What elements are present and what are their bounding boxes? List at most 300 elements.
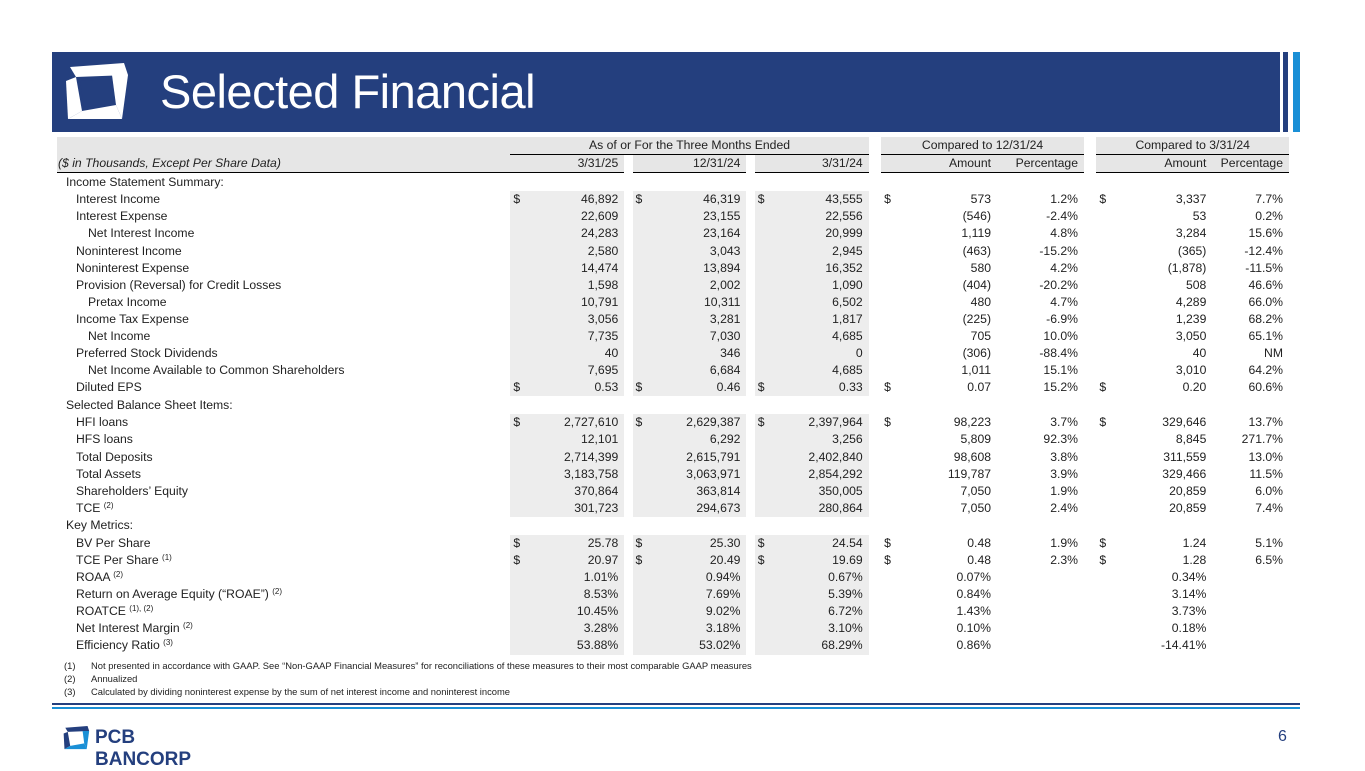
row-label-text: Noninterest Income xyxy=(76,243,182,258)
value-cell: 301,723 xyxy=(527,500,624,517)
gap-cell xyxy=(869,137,881,155)
dollar-sign xyxy=(633,586,650,603)
row-label xyxy=(57,414,510,431)
gap-cell xyxy=(869,483,881,500)
dollar-sign xyxy=(755,328,772,345)
gap-cell xyxy=(746,620,754,637)
gap-cell xyxy=(1084,260,1096,277)
dollar-sign: $ xyxy=(884,415,891,430)
value-cell: 10,311 xyxy=(649,294,746,311)
value-cell: 480 xyxy=(970,294,992,309)
gap-cell xyxy=(869,414,881,431)
dollar-sign xyxy=(1096,362,1113,379)
dollar-sign xyxy=(633,294,650,311)
table-row xyxy=(57,620,1289,637)
value-cell: 5.39% xyxy=(771,586,868,603)
gap-cell xyxy=(746,603,754,620)
value-cell: 3.73% xyxy=(1171,604,1207,619)
gap-cell xyxy=(746,414,754,431)
dollar-sign xyxy=(510,294,527,311)
dollar-sign xyxy=(633,603,650,620)
table-row xyxy=(57,483,1289,500)
dollar-sign xyxy=(1096,483,1113,500)
row-label-text: Shareholders’ Equity xyxy=(76,483,189,498)
dollar-sign xyxy=(1096,277,1113,294)
value-cell: 0.07% xyxy=(956,570,992,585)
dollar-sign xyxy=(755,362,772,379)
table-row xyxy=(57,260,1289,277)
dollar-sign xyxy=(510,362,527,379)
dollar-sign xyxy=(633,345,650,362)
dollar-sign xyxy=(755,637,772,654)
gap-cell xyxy=(624,431,632,448)
dollar-sign xyxy=(510,431,527,448)
dollar-sign xyxy=(755,620,772,637)
gap-cell xyxy=(624,500,632,517)
accent-bar-blue xyxy=(1293,52,1300,132)
table-row xyxy=(57,431,1289,448)
row-label xyxy=(57,345,510,362)
gap-cell xyxy=(1084,225,1096,242)
percent-cell: 60.6% xyxy=(1248,380,1283,395)
dollar-sign: $ xyxy=(633,535,650,552)
value-cell: 0.33 xyxy=(771,379,868,396)
dollar-sign xyxy=(755,225,772,242)
dollar-sign xyxy=(881,637,898,654)
footnotes xyxy=(64,659,752,699)
dollar-sign xyxy=(1096,242,1113,259)
footnote-text: Annualized xyxy=(91,673,138,685)
table-row xyxy=(57,586,1289,603)
value-cell: 2,945 xyxy=(771,242,868,259)
row-label-text: ROATCE xyxy=(76,604,126,619)
dollar-sign xyxy=(510,328,527,345)
table-row xyxy=(57,362,1289,379)
value-cell: 7,735 xyxy=(527,328,624,345)
dollar-sign xyxy=(755,260,772,277)
dollar-sign xyxy=(510,311,527,328)
value-cell: 1.28 xyxy=(1182,553,1207,568)
dollar-sign xyxy=(881,500,898,517)
gap-cell xyxy=(746,500,754,517)
percent-cell xyxy=(997,586,1084,603)
dollar-sign xyxy=(633,362,650,379)
gap-cell xyxy=(624,569,632,586)
value-cell: 3.28% xyxy=(527,620,624,637)
table-row xyxy=(57,277,1289,294)
percent-cell: 11.5% xyxy=(1249,466,1283,481)
gap-cell xyxy=(746,277,754,294)
gap-cell xyxy=(1084,569,1096,586)
table-row xyxy=(57,345,1289,362)
percent-cell: 6.5% xyxy=(1255,553,1283,568)
percent-cell xyxy=(1212,620,1289,637)
row-label-text: Net Income xyxy=(88,328,151,343)
row-label xyxy=(57,586,510,603)
percent-cell xyxy=(1212,603,1289,620)
table-row xyxy=(57,379,1289,396)
row-label-text: Total Deposits xyxy=(76,449,153,464)
dollar-sign xyxy=(1096,637,1113,654)
dollar-sign: $ xyxy=(755,379,772,396)
table-row xyxy=(57,225,1289,242)
row-label xyxy=(57,362,510,379)
footnote-ref: (1) xyxy=(162,553,172,563)
value-cell: 294,673 xyxy=(649,500,746,517)
value-cell: 3.14% xyxy=(1171,587,1207,602)
dollar-sign xyxy=(755,277,772,294)
gap-cell xyxy=(624,535,632,552)
value-cell: 3,043 xyxy=(649,242,746,259)
dollar-sign xyxy=(633,260,650,277)
percent-cell: 2.4% xyxy=(1050,500,1078,515)
row-label xyxy=(57,535,510,552)
footnote xyxy=(64,672,752,685)
dollar-sign xyxy=(755,242,772,259)
value-cell: 3,050 xyxy=(1175,328,1207,343)
value-cell: 0.46 xyxy=(649,379,746,396)
row-label xyxy=(57,311,510,328)
row-label-text: HFS loans xyxy=(76,432,133,447)
gap-cell xyxy=(746,208,754,225)
percent-cell: 15.1% xyxy=(1043,363,1078,378)
group-header-blank xyxy=(57,137,510,155)
dollar-sign: $ xyxy=(884,192,891,207)
gap-cell xyxy=(624,242,632,259)
gap-cell xyxy=(869,552,881,569)
value-cell: 8.53% xyxy=(527,586,624,603)
gap-cell xyxy=(1084,535,1096,552)
value-cell: 24.54 xyxy=(771,535,868,552)
row-label-text: Pretax Income xyxy=(88,294,167,309)
value-cell: 7,050 xyxy=(960,500,992,515)
dollar-sign xyxy=(633,208,650,225)
percent-cell: 66.0% xyxy=(1248,294,1283,309)
dollar-sign: $ xyxy=(1099,553,1107,568)
value-cell: 0.67% xyxy=(771,569,868,586)
dollar-sign xyxy=(510,449,527,466)
dollar-sign xyxy=(755,294,772,311)
dollar-sign xyxy=(510,260,527,277)
value-cell: 0.86% xyxy=(956,638,992,653)
value-cell: 0.18% xyxy=(1171,621,1207,636)
dollar-sign xyxy=(633,431,650,448)
dollar-sign xyxy=(755,431,772,448)
percent-cell: -6.9% xyxy=(1046,311,1078,326)
value-cell: 20.49 xyxy=(649,552,746,569)
percent-cell: 1.9% xyxy=(1050,483,1078,498)
dollar-sign xyxy=(755,569,772,586)
dollar-sign xyxy=(633,483,650,500)
value-cell: 13,894 xyxy=(649,260,746,277)
gap-cell xyxy=(869,466,881,483)
row-label xyxy=(57,191,510,208)
gap-cell xyxy=(624,483,632,500)
value-cell: 2,615,791 xyxy=(649,449,746,466)
dollar-sign xyxy=(881,431,898,448)
dollar-sign: $ xyxy=(884,535,891,550)
gap-cell xyxy=(746,362,754,379)
value-cell: 350,005 xyxy=(771,483,868,500)
gap-cell xyxy=(869,260,881,277)
value-cell: 9.02% xyxy=(649,603,746,620)
dollar-sign xyxy=(881,328,898,345)
value-cell: 16,352 xyxy=(771,260,868,277)
dollar-sign xyxy=(1096,431,1113,448)
percent-cell xyxy=(1212,569,1289,586)
footnote-ref: (1), (2) xyxy=(129,604,154,614)
dollar-sign xyxy=(633,569,650,586)
gap-cell xyxy=(746,311,754,328)
gap-cell xyxy=(869,637,881,654)
gap-cell xyxy=(1084,328,1096,345)
percent-cell: 46.6% xyxy=(1248,277,1283,292)
value-cell: 2,727,610 xyxy=(527,414,624,431)
value-cell: 2,002 xyxy=(649,277,746,294)
row-label xyxy=(57,637,510,654)
value-cell: (1,878) xyxy=(1167,260,1207,275)
section-title: Income Statement Summary: xyxy=(66,174,224,189)
dollar-sign xyxy=(755,345,772,362)
row-label xyxy=(57,449,510,466)
gap-cell xyxy=(1084,277,1096,294)
col-header: Amount xyxy=(881,155,997,173)
gap-cell xyxy=(746,466,754,483)
dollar-sign xyxy=(755,500,772,517)
dollar-sign: $ xyxy=(884,380,891,395)
gap-cell xyxy=(1084,208,1096,225)
footnote-ref: (2) xyxy=(272,587,282,597)
dollar-sign xyxy=(755,603,772,620)
table-row xyxy=(57,449,1289,466)
gap-cell xyxy=(746,328,754,345)
gap-cell xyxy=(1084,345,1096,362)
percent-cell: 7.7% xyxy=(1255,192,1283,207)
value-cell: 46,319 xyxy=(649,191,746,208)
row-label-text: Return on Average Equity (“ROAE”) xyxy=(76,587,269,602)
gap-cell xyxy=(624,603,632,620)
row-label-text: Interest Expense xyxy=(76,209,168,224)
value-cell: 1,598 xyxy=(527,277,624,294)
value-cell: (306) xyxy=(962,346,992,361)
dollar-sign: $ xyxy=(1099,535,1107,550)
row-label xyxy=(57,260,510,277)
value-cell: 370,864 xyxy=(527,483,624,500)
dollar-sign: $ xyxy=(510,379,527,396)
dollar-sign xyxy=(633,311,650,328)
dollar-sign xyxy=(755,586,772,603)
row-label-text: HFI loans xyxy=(76,415,129,430)
gap-cell xyxy=(869,535,881,552)
dollar-sign xyxy=(881,569,898,586)
dollar-sign: $ xyxy=(510,414,527,431)
percent-cell: -12.4% xyxy=(1244,243,1283,258)
gap-cell xyxy=(624,260,632,277)
value-cell: 0.84% xyxy=(956,587,992,602)
gap-cell xyxy=(746,637,754,654)
value-cell: 53.02% xyxy=(649,637,746,654)
table-row xyxy=(57,603,1289,620)
value-cell: 1.24 xyxy=(1182,535,1207,550)
percent-cell xyxy=(997,637,1084,654)
value-cell: 1,119 xyxy=(961,226,992,241)
footnote-number: (3) xyxy=(64,686,76,698)
dollar-sign: $ xyxy=(510,191,527,208)
value-cell: 573 xyxy=(970,192,992,207)
percent-cell: -11.5% xyxy=(1245,260,1283,275)
gap-cell xyxy=(1084,362,1096,379)
gap-cell xyxy=(746,483,754,500)
percent-cell: 15.2% xyxy=(1043,380,1078,395)
dollar-sign xyxy=(1096,225,1113,242)
dollar-sign xyxy=(633,637,650,654)
value-cell: 5,809 xyxy=(960,432,992,447)
value-cell: 1,011 xyxy=(961,363,992,378)
dollar-sign xyxy=(1096,208,1113,225)
percent-cell xyxy=(1212,586,1289,603)
gap-cell xyxy=(746,569,754,586)
gap-cell xyxy=(1084,620,1096,637)
gap-cell xyxy=(869,603,881,620)
value-cell: 3,063,971 xyxy=(649,466,746,483)
dollar-sign xyxy=(881,620,898,637)
gap-cell xyxy=(746,225,754,242)
value-cell: 329,466 xyxy=(1162,466,1207,481)
row-label xyxy=(57,620,510,637)
gap-cell xyxy=(624,449,632,466)
dollar-sign xyxy=(1096,569,1113,586)
dollar-sign: $ xyxy=(755,191,772,208)
percent-cell: -20.2% xyxy=(1039,277,1078,292)
dollar-sign xyxy=(510,483,527,500)
value-cell: 20,859 xyxy=(1169,483,1207,498)
section-header-row xyxy=(57,517,1289,535)
percent-cell: 3.8% xyxy=(1050,449,1078,464)
row-label-text: Total Assets xyxy=(76,466,142,481)
table-row xyxy=(57,466,1289,483)
dollar-sign xyxy=(510,242,527,259)
gap-cell xyxy=(1084,379,1096,396)
gap-cell xyxy=(1084,191,1096,208)
dollar-sign xyxy=(633,277,650,294)
row-label-text: Provision (Reversal) for Credit Losses xyxy=(76,277,282,292)
dollar-sign xyxy=(633,242,650,259)
header-banner xyxy=(52,52,1280,132)
value-cell: 2,714,399 xyxy=(527,449,624,466)
dollar-sign xyxy=(881,208,898,225)
percent-cell: 271.7% xyxy=(1241,432,1283,447)
gap-cell xyxy=(1084,242,1096,259)
gap-cell xyxy=(869,362,881,379)
pcb-logo-small-icon xyxy=(62,725,90,751)
dollar-sign xyxy=(881,362,898,379)
gap-cell xyxy=(1084,449,1096,466)
dollar-sign xyxy=(510,500,527,517)
value-cell: 3,056 xyxy=(527,311,624,328)
dollar-sign xyxy=(755,466,772,483)
gap-cell xyxy=(1084,483,1096,500)
value-cell: 53.88% xyxy=(527,637,624,654)
gap-cell xyxy=(1084,500,1096,517)
gap-cell xyxy=(869,225,881,242)
value-cell: 7,695 xyxy=(527,362,624,379)
row-label-text: Noninterest Expense xyxy=(76,260,190,275)
gap-cell xyxy=(869,277,881,294)
row-label xyxy=(57,379,510,396)
percent-cell: 1.2% xyxy=(1050,192,1078,207)
col-header: Percentage xyxy=(1212,155,1289,173)
value-cell: 508 xyxy=(1186,277,1207,292)
table-row xyxy=(57,328,1289,345)
dollar-sign xyxy=(1096,345,1113,362)
group-header-vs-q4: Compared to 12/31/24 xyxy=(881,137,1084,155)
value-cell: 0.53 xyxy=(527,379,624,396)
value-cell: 119,787 xyxy=(947,466,992,481)
gap-cell xyxy=(869,431,881,448)
dollar-sign xyxy=(1096,311,1113,328)
dollar-sign xyxy=(755,208,772,225)
value-cell: 363,814 xyxy=(649,483,746,500)
table-row xyxy=(57,500,1289,517)
percent-cell: 3.9% xyxy=(1050,466,1078,481)
value-cell: 0.34% xyxy=(1171,570,1207,585)
value-cell: 6,684 xyxy=(649,362,746,379)
row-label xyxy=(57,569,510,586)
value-cell: 346 xyxy=(649,345,746,362)
brand-name: PCB BANCORP xyxy=(95,727,192,770)
value-cell: 1,239 xyxy=(1175,311,1207,326)
gap-cell xyxy=(624,620,632,637)
value-cell: 0.10% xyxy=(956,621,992,636)
value-cell: 43,555 xyxy=(771,191,868,208)
value-cell: 98,608 xyxy=(953,449,992,464)
unit-label: ($ in Thousands, Except Per Share Data) xyxy=(57,155,510,173)
value-cell: (463) xyxy=(962,243,992,258)
gap-cell xyxy=(624,414,632,431)
value-cell: 1.01% xyxy=(527,569,624,586)
percent-cell: NM xyxy=(1264,346,1283,361)
row-label xyxy=(57,483,510,500)
value-cell: 1,817 xyxy=(771,311,868,328)
dollar-sign: $ xyxy=(510,552,527,569)
section-header-row xyxy=(57,173,1289,192)
value-cell: 6,292 xyxy=(649,431,746,448)
table-row xyxy=(57,552,1289,569)
gap-cell xyxy=(1084,137,1096,155)
value-cell: 0.48 xyxy=(967,535,992,550)
dollar-sign xyxy=(1096,260,1113,277)
dollar-sign xyxy=(881,277,898,294)
percent-cell: 65.1% xyxy=(1248,328,1283,343)
gap-cell xyxy=(869,345,881,362)
percent-cell: 92.3% xyxy=(1043,432,1078,447)
dollar-sign: $ xyxy=(633,379,650,396)
gap-cell xyxy=(1084,637,1096,654)
gap-cell xyxy=(1084,552,1096,569)
footnote-ref: (2) xyxy=(113,570,124,580)
gap-cell xyxy=(624,552,632,569)
dollar-sign xyxy=(633,328,650,345)
section-header-row xyxy=(57,396,1289,414)
percent-cell: 15.6% xyxy=(1248,226,1283,241)
dollar-sign xyxy=(881,466,898,483)
percent-cell: 4.8% xyxy=(1050,226,1078,241)
dollar-sign xyxy=(1096,500,1113,517)
gap-cell xyxy=(624,294,632,311)
dollar-sign xyxy=(633,449,650,466)
value-cell: (365) xyxy=(1177,243,1207,258)
dollar-sign xyxy=(1096,449,1113,466)
